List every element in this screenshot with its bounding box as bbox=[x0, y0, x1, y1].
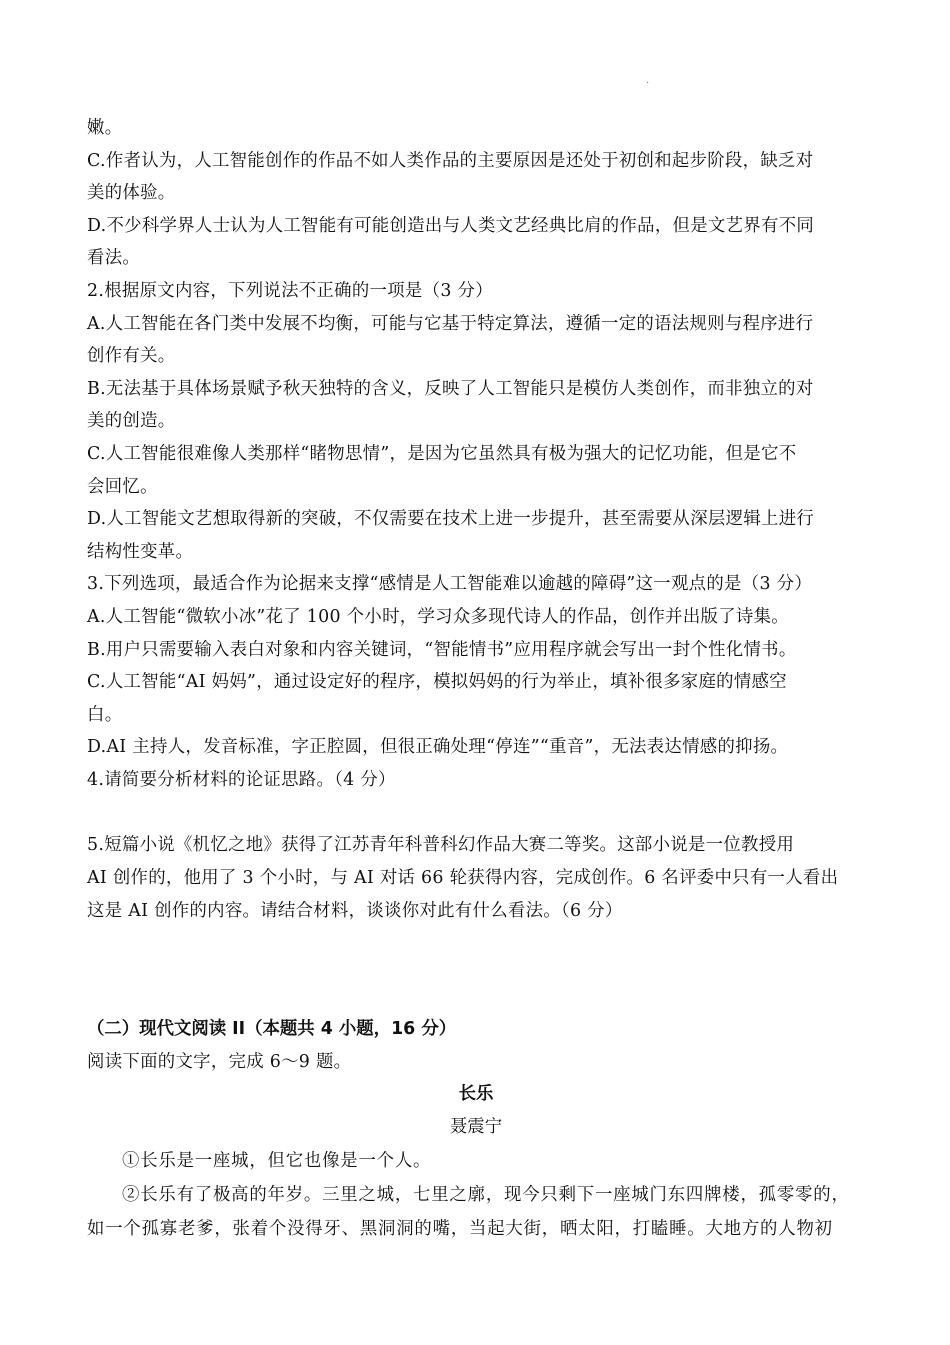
paragraph-2-line: ②长乐有了极高的年岁。三里之城，七里之廓，现今只剩下一座城门东四牌楼，孤零零的， bbox=[122, 1184, 850, 1205]
passage-author: 聂震宁 bbox=[449, 1117, 503, 1138]
question-5 bbox=[87, 829, 865, 927]
text-line: 嫩。 bbox=[87, 118, 123, 138]
question-4: 4.请简要分析材料的论证思路。（4 分） bbox=[87, 769, 396, 790]
text-line: 会回忆。 bbox=[87, 476, 158, 497]
text-line: 美的体验。 bbox=[87, 183, 176, 204]
question-2 bbox=[87, 275, 865, 568]
text-line: 美的创造。 bbox=[87, 411, 176, 432]
answer-space bbox=[87, 927, 865, 1013]
question-3 bbox=[87, 568, 865, 764]
option-c-line: C.作者认为，人工智能创作的作品不如人类作品的主要原因是还处于初创和起步阶段，缺乏对 bbox=[87, 150, 814, 171]
question-5-line: AI 创作的，他用了 3 个小时，与 AI 对话 66 轮获得内容，完成创作。6 名评委中只有一人看出 bbox=[87, 868, 839, 889]
question-5-line: 这是 AI 创作的内容。请结合材料，谈谈你对此有什么看法。（6 分） bbox=[87, 900, 623, 921]
option-d-line: D.AI 主持人，发音标准，字正腔圆，但很正确处理“停连”“重音”，无法表达情感的抑扬。 bbox=[87, 737, 789, 758]
paragraph-2-line: 如一个孤寡老爹，张着个没得牙、黑洞洞的嘴，当起大街，晒太阳，打瞌睡。大地方的人物初 bbox=[87, 1218, 833, 1239]
section-heading: （二）现代文阅读 II（本题共 4 小题，16 分） bbox=[87, 1019, 457, 1040]
section-2 bbox=[87, 1013, 865, 1245]
paragraph-1: ①长乐是一座城，但它也像是一个人。 bbox=[122, 1150, 432, 1171]
text-line: 结构性变革。 bbox=[87, 541, 194, 562]
option-c-line: C.人工智能很难像人类那样“睹物思情”，是因为它虽然具有极为强大的记忆功能，但是它不 bbox=[87, 443, 797, 464]
question-1-options bbox=[87, 112, 865, 275]
page-mark: . bbox=[646, 75, 650, 86]
passage-title: 长乐 bbox=[458, 1084, 494, 1105]
question-5-line: 5.短篇小说《机忆之地》获得了江苏青年科普科幻作品大赛二等奖。这部小说是一位教授用 bbox=[87, 835, 795, 856]
document-body bbox=[87, 112, 865, 1246]
section-instruction: 阅读下面的文字，完成 6～9 题。 bbox=[87, 1051, 352, 1072]
text-line: 白。 bbox=[87, 704, 123, 725]
text-line: 看法。 bbox=[87, 248, 141, 269]
option-b-line: B.无法基于具体场景赋予秋天独特的含义，反映了人工智能只是模仿人类创作，而非独立的对 bbox=[87, 378, 814, 399]
option-b-line: B.用户只需要输入表白对象和内容关键词，“智能情书”应用程序就会写出一封个性化情书。 bbox=[87, 639, 797, 660]
question-2-stem: 2.根据原文内容，下列说法不正确的一项是（3 分） bbox=[87, 280, 493, 301]
option-d-line: D.人工智能文艺想取得新的突破，不仅需要在技术上进一步提升，甚至需要从深层逻辑上进行 bbox=[87, 509, 815, 530]
option-d-line: D.不少科学界人士认为人工智能有可能创造出与人类文艺经典比肩的作品，但是文艺界有不同 bbox=[87, 215, 815, 236]
question-3-stem: 3.下列选项，最适合作为论据来支撑“感情是人工智能难以逾越的障碍”这一观点的是（3 分） bbox=[87, 574, 813, 595]
answer-space bbox=[87, 796, 865, 829]
option-a-line: A.人工智能“微软小冰”花了 100 个小时，学习众多现代诗人的作品，创作并出版了诗集。 bbox=[87, 606, 789, 627]
text-line: 创作有关。 bbox=[87, 346, 176, 367]
option-c-line: C.人工智能“AI 妈妈”，通过设定好的程序，模拟妈妈的行为举止，填补很多家庭的情感空 bbox=[87, 672, 787, 693]
option-a-line: A.人工智能在各门类中发展不均衡，可能与它基于特定算法，遵循一定的语法规则与程序进行 bbox=[87, 313, 814, 334]
